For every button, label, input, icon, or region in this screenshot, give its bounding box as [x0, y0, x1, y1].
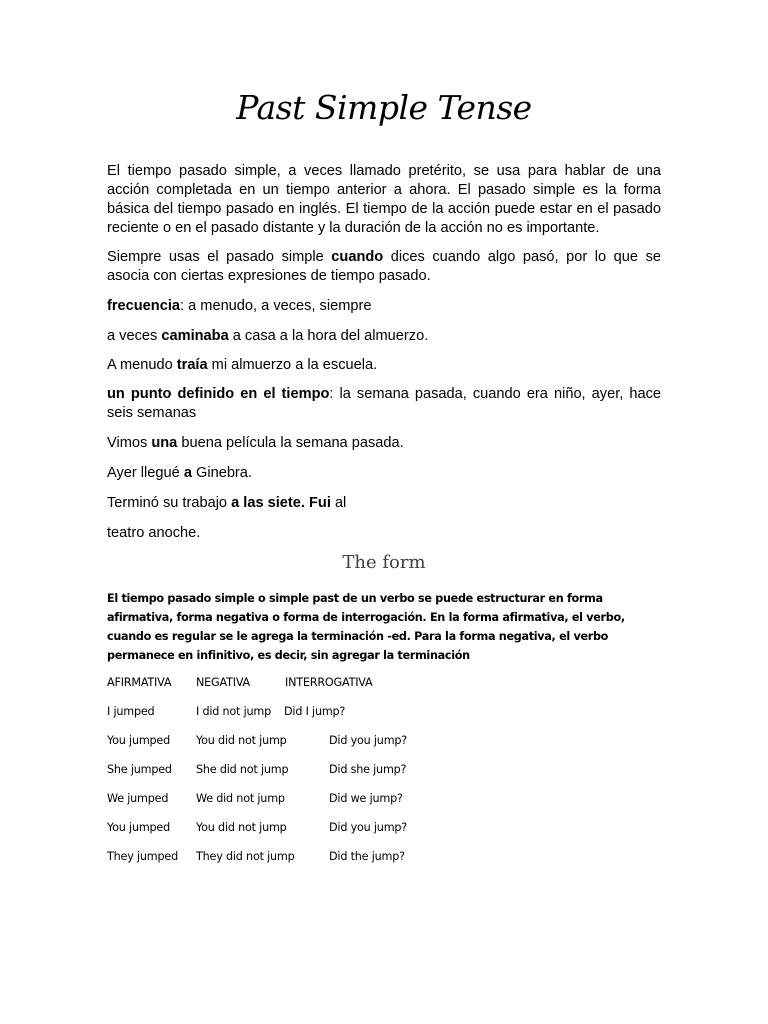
cell-afirmativa: We jumped	[107, 792, 169, 805]
frecuencia-text: : a menudo, a veces, siempre	[180, 298, 372, 314]
table-row	[107, 792, 661, 810]
table-row	[107, 821, 661, 839]
siempre-paragraph	[107, 248, 661, 286]
table-row	[107, 850, 661, 868]
vimos-line	[107, 434, 661, 453]
cell-negativa: They did not jump	[196, 850, 295, 863]
amenudo-text-a: A menudo	[107, 357, 177, 373]
frecuencia-line	[107, 297, 661, 316]
cell-afirmativa: You jumped	[107, 821, 171, 834]
teatro-line: teatro anoche.	[107, 525, 201, 541]
aveces-line	[107, 327, 661, 346]
cell-afirmativa: You jumped	[107, 734, 171, 747]
punto-label: un punto definido en el tiempo	[107, 386, 330, 402]
form-description: El tiempo pasado simple o simple past de un verbo se puede estructurar en forma afirmativa, forma negativa o forma de interrogación. En la forma afirmativa, el verbo, cuando es regular se le agrega la terminación -ed. Para la forma negativa, el verbo permanece en infinitivo, es decir, sin agregar la terminación	[107, 592, 625, 662]
punto-text: : la semana pasada, cuando era niño, ayer, hace seis semanas	[107, 386, 662, 421]
cell-negativa: You did not jump	[196, 821, 287, 834]
termino-text-bold: a las siete. Fui	[231, 495, 331, 511]
vimos-text-bold: una	[151, 435, 178, 451]
ayer-text-a: Ayer llegué	[107, 465, 184, 481]
cell-afirmativa: She jumped	[107, 763, 172, 776]
cell-interrogativa: Did the jump?	[329, 850, 405, 863]
cell-interrogativa: Did we jump?	[329, 792, 403, 805]
table-row	[107, 705, 661, 723]
amenudo-line	[107, 356, 661, 375]
aveces-text-a: a veces	[107, 328, 162, 344]
amenudo-text-bold: traía	[176, 357, 208, 373]
document-title: Past Simple Tense	[236, 88, 532, 127]
intro-paragraph: El tiempo pasado simple, a veces llamado pretérito, se usa para hablar de una acción completada en un tiempo anterior a ahora. El pasado simple es la forma básica del tiempo pasado en inglés. El tiempo de la acción puede estar en el pasado reciente o en el pasado distante y la duración de la acción no es importante.	[107, 163, 661, 236]
form-heading: The form	[342, 552, 426, 573]
cell-negativa: I did not jump	[196, 705, 271, 718]
cell-afirmativa: They jumped	[107, 850, 178, 863]
aveces-text-bold: caminaba	[161, 328, 229, 344]
header-interrogativa: INTERROGATIVA	[285, 676, 373, 689]
cell-negativa: We did not jump	[196, 792, 285, 805]
vimos-text-c: buena película la semana pasada.	[177, 435, 404, 451]
siempre-text-bold: cuando	[331, 249, 384, 265]
cell-interrogativa: Did she jump?	[329, 763, 407, 776]
cell-afirmativa: I jumped	[107, 705, 155, 718]
cell-negativa: She did not jump	[196, 763, 289, 776]
ayer-line	[107, 464, 661, 483]
frecuencia-label: frecuencia	[107, 298, 181, 314]
termino-text-c: al	[330, 495, 347, 511]
table-header-row	[107, 676, 661, 694]
ayer-text-bold: a	[183, 465, 192, 481]
termino-text-a: Terminó su trabajo	[107, 495, 232, 511]
header-negativa: NEGATIVA	[196, 676, 251, 689]
termino-line	[107, 494, 661, 513]
amenudo-text-c: mi almuerzo a la escuela.	[207, 357, 378, 373]
aveces-text-c: a casa a la hora del almuerzo.	[228, 328, 429, 344]
ayer-text-c: Ginebra.	[191, 465, 252, 481]
siempre-text-c: dices cuando algo pasó, por lo que se asocia con ciertas expresiones de tiempo pasado.	[107, 249, 661, 284]
vimos-text-a: Vimos	[107, 435, 152, 451]
cell-negativa: You did not jump	[196, 734, 287, 747]
table-row	[107, 763, 661, 781]
cell-interrogativa: Did you jump?	[329, 734, 408, 747]
header-afirmativa: AFIRMATIVA	[107, 676, 172, 689]
siempre-text-a: Siempre usas el pasado simple	[107, 249, 332, 265]
punto-paragraph	[107, 385, 661, 423]
cell-interrogativa: Did you jump?	[329, 821, 408, 834]
cell-interrogativa: Did I jump?	[284, 705, 346, 718]
table-row	[107, 734, 661, 752]
